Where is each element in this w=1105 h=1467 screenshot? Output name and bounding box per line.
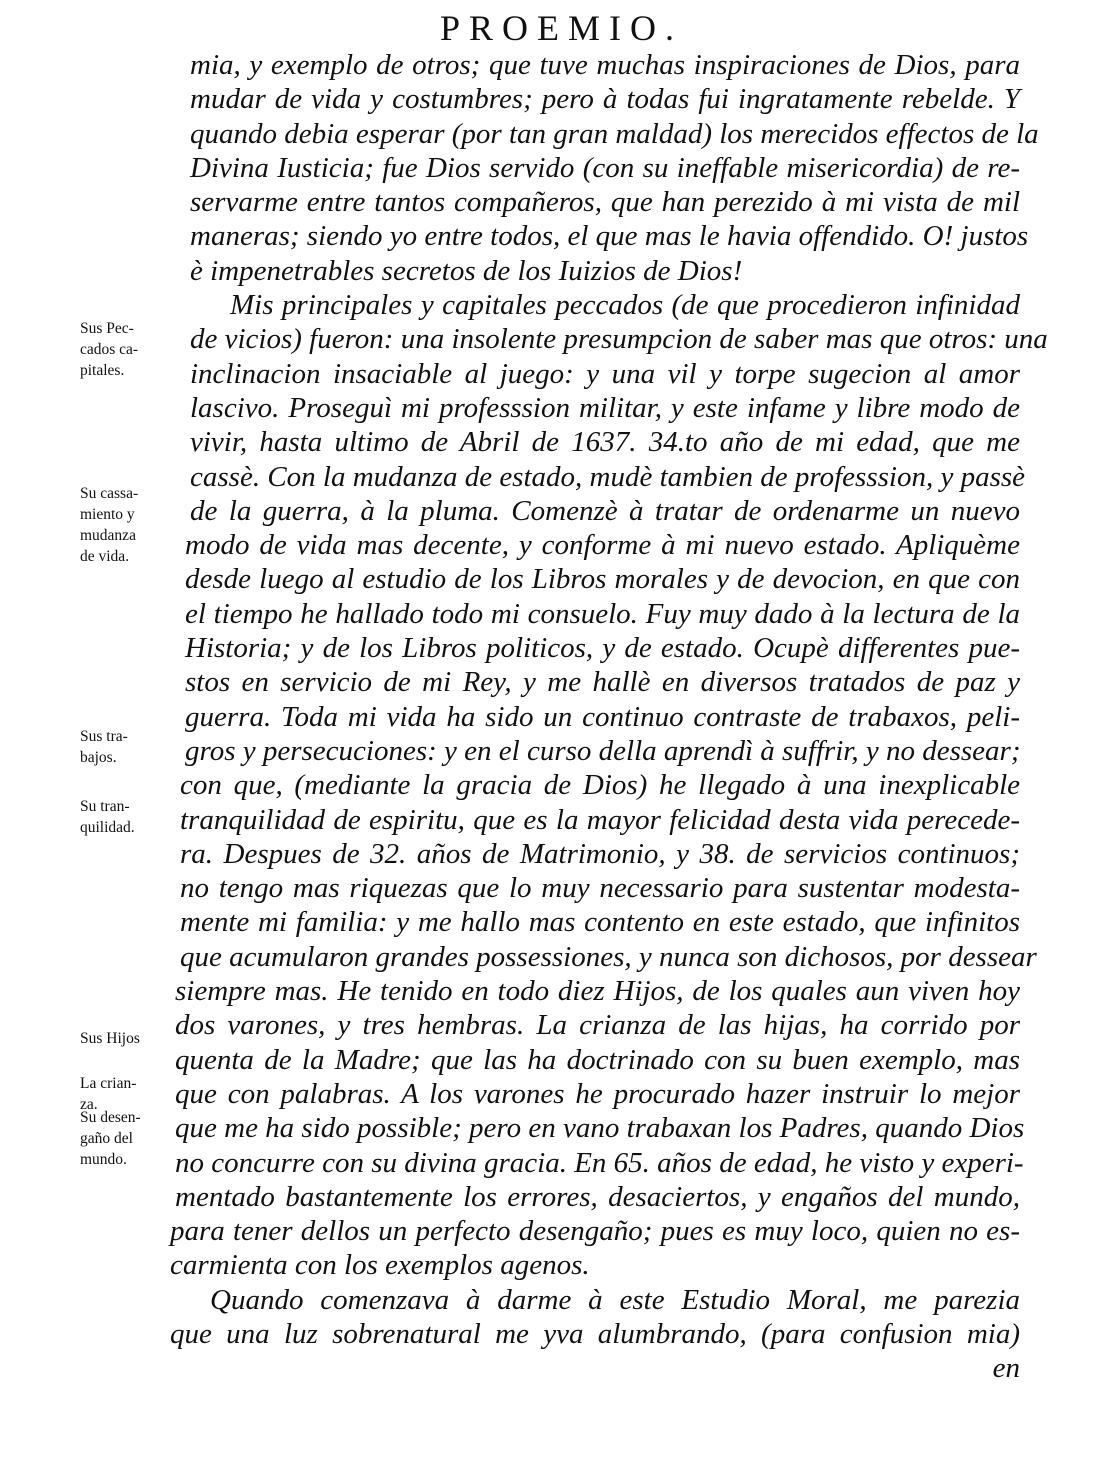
text-line: mia, y exemplo de otros; que tuve muchas inspiraciones de Dios, para <box>190 49 1020 81</box>
running-head: PROEMIO. <box>440 8 684 48</box>
text-line: mudar de vida y costumbres; pero à todas fui ingratamente rebelde. Y <box>190 83 1020 116</box>
margin-note-line: za. <box>80 1096 98 1113</box>
margin-note-line: mudanza <box>80 527 136 544</box>
text-line: carmienta con los exemplos agenos. <box>170 1249 590 1282</box>
margin-note-line: Sus tra- <box>80 728 128 745</box>
margin-note-line: mundo. <box>80 1151 127 1168</box>
body-text <box>160 48 1048 1386</box>
text-line: Divina Iusticia; fue Dios servido (con su ineffable misericordia) de re- <box>190 151 1020 184</box>
text-line: mente mi familia: y me hallo mas contento en este estado, que infinitos <box>180 906 1020 939</box>
text-line: guerra. Toda mi vida ha sido un continuo contraste de trabaxos, peli- <box>185 700 1020 733</box>
margin-note <box>80 318 172 381</box>
margin-note-line: cados ca- <box>80 341 139 358</box>
text-line: dos varones, y tres hembras. La crianza de las hijas, ha corrido por <box>175 1009 1020 1042</box>
margin-note-line: pitales. <box>80 362 125 379</box>
text-line: de vicios) fueron: una insolente presumpcion de saber mas que otros: una <box>190 323 1048 356</box>
margin-notes <box>0 0 170 1467</box>
text-line: para tener dellos un perfecto desengaño; pues es muy loco, quien no es- <box>170 1215 1020 1248</box>
margin-note-line: Su cassa- <box>80 485 139 502</box>
text-line: que acumularon grandes possessiones, y nunca son dichosos, por dessear <box>180 940 1037 973</box>
margin-note-line: bajos. <box>80 749 117 766</box>
text-line: inclinacion insaciable al juego: y una vil y torpe sugecion al amor <box>190 357 1020 390</box>
text-line: quenta de la Madre; que las ha doctrinado con su buen exemplo, mas <box>175 1043 1020 1076</box>
text-line: stos en servicio de mi Rey, y me hallè en diversos tratados de paz y <box>185 666 1020 699</box>
text-line: no tengo mas riquezas que lo muy necessario para sustentar modesta- <box>180 872 1020 905</box>
text-line: el tiempo he hallado todo mi consuelo. Fuy muy dado à la lectura de la <box>185 597 1020 630</box>
text-line: que me ha sido possible; pero en vano trabaxan los Padres, quando Dios <box>175 1112 1025 1145</box>
text-line: mentado bastantemente los errores, desaciertos, y engaños del mundo, <box>175 1180 1020 1213</box>
margin-note-line: de vida. <box>80 548 130 565</box>
margin-note-line: quilidad. <box>80 819 135 836</box>
text-line: desde luego al estudio de los Libros morales y de devocion, en que con <box>185 563 1020 596</box>
text-line: tranquilidad de espiritu, que es la mayor felicidad desta vida perecede- <box>180 803 1020 836</box>
text-line: servarme entre tantos compañeros, que han perezido à mi vista de mil <box>190 186 1020 219</box>
text-line: no concurre con su divina gracia. En 65. años de edad, he visto y experi- <box>175 1146 1024 1179</box>
text-line: maneras; siendo yo entre todos, el que mas le havia offendido. O! justos <box>190 220 1029 253</box>
text-line: cassè. Con la mudanza de estado, mudè tambien de professsion, y passè <box>190 460 1026 493</box>
margin-note <box>80 1028 172 1049</box>
margin-note-line: Sus Pec- <box>80 320 134 337</box>
margin-note <box>80 796 172 838</box>
text-line: en <box>992 1352 1020 1385</box>
text-line: lascivo. Proseguì mi professsion militar, y este infame y libre modo de <box>190 391 1020 424</box>
text-line: modo de vida mas decente, y conforme à mi nuevo estado. Apliquème <box>185 529 1020 562</box>
text-line: que una luz sobrenatural me yva alumbrando, (para confusion mia) <box>170 1317 1020 1350</box>
text-line: Quando comenzava à darme à este Estudio Moral, me parezia <box>210 1283 1020 1316</box>
text-line: Mis principales y capitales peccados (de que procedieron infinidad <box>230 289 1020 322</box>
margin-note <box>80 483 172 567</box>
text-line: gros y persecuciones: y en el curso della aprendì à suffrir, y no dessear; <box>185 734 1021 767</box>
margin-note <box>80 1107 172 1170</box>
margin-note-line: La crian- <box>80 1075 137 1092</box>
text-line: quando debia esperar (por tan gran maldad) los merecidos effectos de la <box>190 117 1039 150</box>
margin-note-line: Su desen- <box>80 1109 141 1126</box>
text-line: è impenetrables secretos de los Iuizios de Dios! <box>190 254 743 287</box>
text-line: siempre mas. He tenido en todo diez Hijos, de los quales aun viven hoy <box>175 975 1020 1008</box>
margin-note <box>80 726 172 768</box>
text-line: Historia; y de los Libros politicos, y de estado. Ocupè differentes pue- <box>185 632 1020 665</box>
text-line: ra. Despues de 32. años de Matrimonio, y 38. de servicios continuos; <box>180 837 1020 870</box>
text-line: de la guerra, à la pluma. Comenzè à tratar de ordenarme un nuevo <box>190 494 1020 527</box>
text-line: con que, (mediante la gracia de Dios) he llegado à una inexplicable <box>180 769 1020 802</box>
text-line: vivir, hasta ultimo de Abril de 1637. 34.to año de mi edad, que me <box>190 426 1020 459</box>
margin-note-line: miento y <box>80 506 135 523</box>
margin-note-line: Sus Hijos <box>80 1030 140 1047</box>
text-line: que con palabras. A los varones he procurado hazer instruir lo mejor <box>175 1077 1020 1110</box>
margin-note-line: Su tran- <box>80 798 130 815</box>
margin-note-line: gaño del <box>80 1130 133 1147</box>
